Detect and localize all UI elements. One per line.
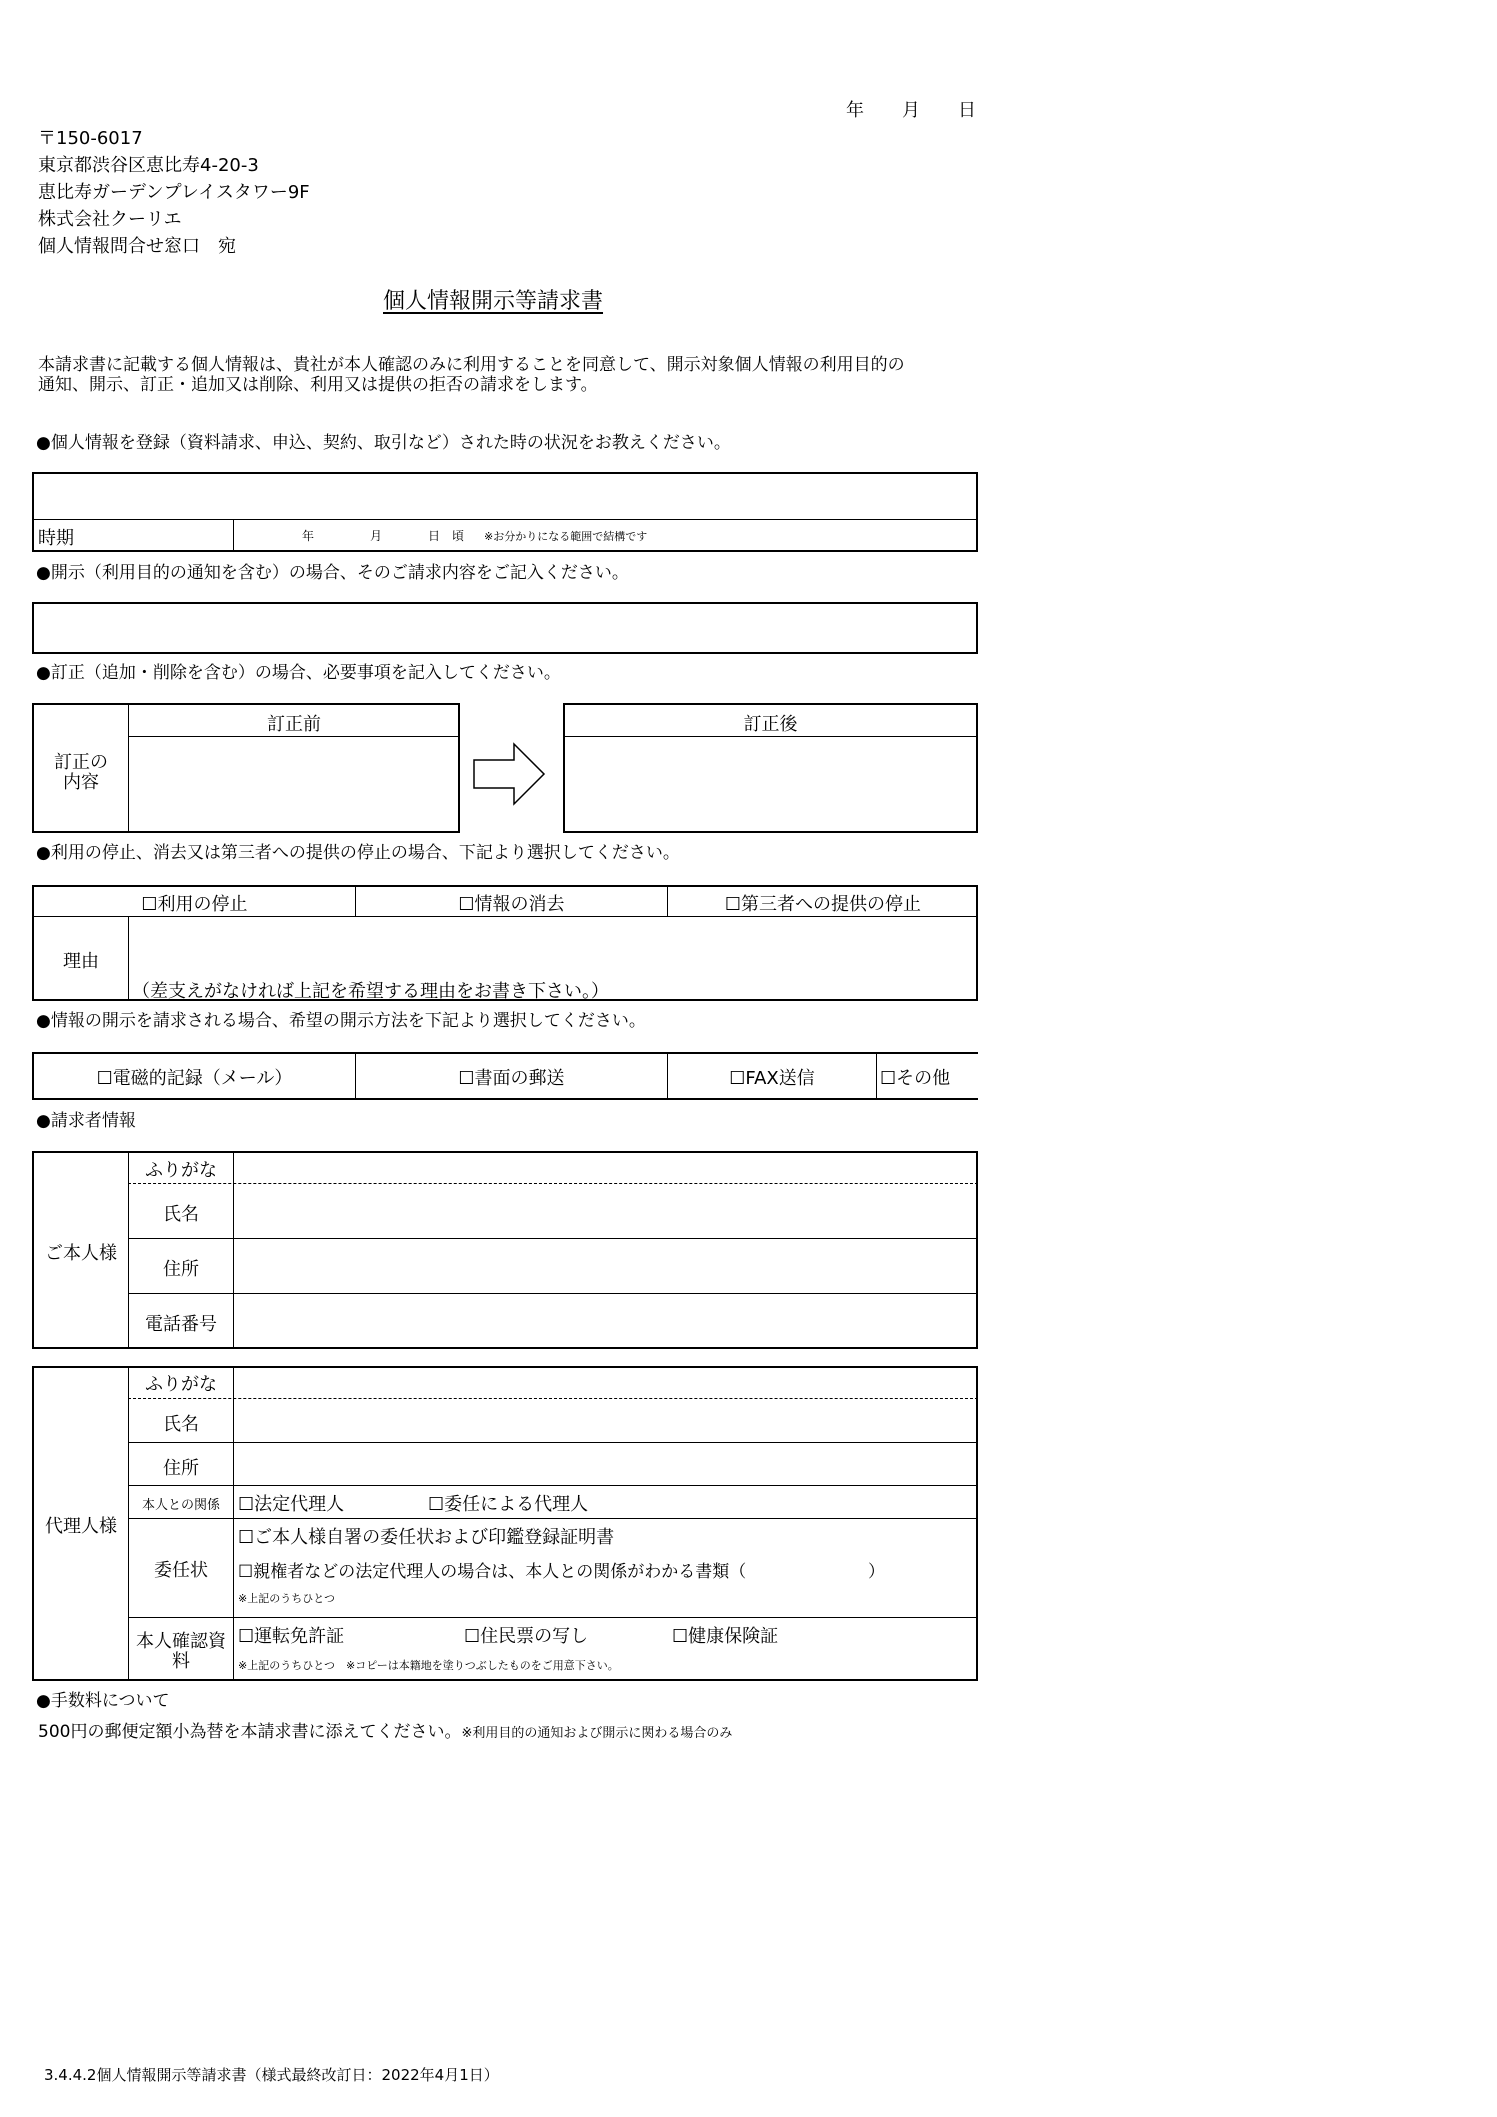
- intro-line-1: 本請求書に記載する個人情報は、貴社が本人確認のみに利用することを同意して、開示対象個人情報の利用目的の: [38, 355, 905, 375]
- stop-option-third-party[interactable]: ☐第三者への提供の停止: [724, 894, 922, 915]
- intro-line-2: 通知、開示、訂正・追加又は削除、利用又は提供の拒否の請求をします。: [38, 375, 598, 395]
- method-option-email[interactable]: ☐電磁的記録（メール）: [96, 1068, 293, 1089]
- period-year-label: 年: [302, 529, 315, 543]
- correction-heading: ●訂正（追加・削除を含む）の場合、必要事項を記入してください。: [36, 663, 561, 683]
- agent-name-field[interactable]: [236, 1401, 976, 1440]
- registration-situation-field[interactable]: [32, 472, 978, 520]
- principal-address-field[interactable]: [236, 1241, 976, 1291]
- agent-name-label: 氏名: [163, 1414, 199, 1435]
- period-month-label: 月: [370, 529, 383, 543]
- stop-option-delete[interactable]: ☐情報の消去: [458, 894, 565, 915]
- correction-before-label: 訂正前: [267, 714, 321, 735]
- method-option-fax[interactable]: ☐FAX送信: [729, 1068, 815, 1089]
- correction-row-label-2: 内容: [63, 772, 99, 793]
- requester-heading: ●請求者情報: [36, 1111, 136, 1131]
- proxy-option-guardian-close: ）: [868, 1562, 885, 1582]
- company-name: 株式会社クーリエ: [38, 209, 182, 230]
- principal-phone-label: 電話番号: [145, 1314, 217, 1335]
- id-option-insurance[interactable]: ☐健康保険証: [672, 1626, 779, 1647]
- stop-reason-note: （差支えがなければ上記を希望する理由をお書き下さい。）: [132, 981, 609, 1002]
- recipient-label: 個人情報問合せ窓口 宛: [38, 236, 236, 257]
- proxy-option-guardian[interactable]: ☐親権者などの法定代理人の場合は、本人との関係がわかる書類（: [238, 1562, 747, 1582]
- arrow-right-icon: [472, 742, 548, 806]
- disclosure-request-field[interactable]: [32, 602, 978, 654]
- postal-code: 〒150-6017: [38, 128, 143, 149]
- method-heading: ●情報の開示を請求される場合、希望の開示方法を下記より選択してください。: [36, 1011, 646, 1031]
- proxy-note: ※上記のうちひとつ: [238, 1592, 335, 1605]
- agent-address-label: 住所: [163, 1458, 199, 1479]
- stop-option-use[interactable]: ☐利用の停止: [141, 894, 248, 915]
- agent-furigana-field[interactable]: [236, 1368, 976, 1396]
- fee-text-main: 500円の郵便定額小為替を本請求書に添えてください。: [38, 1722, 462, 1742]
- principal-label: ご本人様: [45, 1243, 117, 1264]
- principal-phone-field[interactable]: [236, 1296, 976, 1346]
- form-footer: 3.4.4.2個人情報開示等請求書（様式最終改訂日：2022年4月1日）: [44, 2066, 499, 2084]
- date-day-label: 日: [958, 100, 976, 121]
- address-line-1: 東京都渋谷区恵比寿4-20-3: [38, 155, 259, 176]
- form-title: 個人情報開示等請求書: [383, 289, 604, 314]
- fee-note: ※利用目的の通知および開示に関わる場合のみ: [461, 1726, 733, 1741]
- correction-row-label-1: 訂正の: [54, 752, 108, 773]
- correction-after-label: 訂正後: [743, 714, 798, 735]
- fee-text: [38, 1717, 732, 1742]
- date-month-label: 月: [902, 100, 920, 121]
- stop-reason-label: 理由: [63, 951, 99, 972]
- id-option-license[interactable]: ☐運転免許証: [238, 1626, 345, 1647]
- id-note: ※上記のうちひとつ ※コピーは本籍地を塗りつぶしたものをご用意下さい。: [238, 1659, 619, 1672]
- disclosure-heading: ●開示（利用目的の通知を含む）の場合、そのご請求内容をご記入ください。: [36, 563, 629, 583]
- stop-heading: ●利用の停止、消去又は第三者への提供の停止の場合、下記より選択してください。: [36, 843, 680, 863]
- stop-reason-field[interactable]: [131, 919, 975, 976]
- principal-address-label: 住所: [163, 1259, 199, 1280]
- method-option-other[interactable]: ☐その他: [880, 1068, 951, 1089]
- period-input-field[interactable]: [236, 521, 976, 549]
- correction-before-field[interactable]: [131, 739, 457, 830]
- principal-name-label: 氏名: [163, 1204, 199, 1225]
- address-line-2: 恵比寿ガーデンプレイスタワー9F: [38, 182, 310, 203]
- fee-heading: ●手数料について: [36, 1691, 170, 1711]
- registration-heading: ●個人情報を登録（資料請求、申込、契約、取引など）された時の状況をお教えください。: [36, 433, 731, 453]
- id-doc-label-1: 本人確認資: [136, 1631, 226, 1652]
- correction-after-field[interactable]: [566, 739, 975, 830]
- period-day-label: 日 頃: [428, 529, 465, 543]
- id-option-residence[interactable]: ☐住民票の写し: [464, 1626, 589, 1647]
- period-note: ※お分かりになる範囲で結構です: [484, 530, 648, 543]
- principal-name-field[interactable]: [236, 1186, 976, 1236]
- relation-option-legal[interactable]: ☐法定代理人: [238, 1494, 345, 1515]
- proxy-label: 委任状: [154, 1560, 208, 1581]
- relation-option-delegated[interactable]: ☐委任による代理人: [428, 1494, 589, 1515]
- id-doc-label-2: 料: [172, 1651, 190, 1672]
- principal-furigana-field[interactable]: [236, 1153, 976, 1181]
- principal-furigana-label: ふりがな: [145, 1160, 217, 1181]
- agent-label: 代理人様: [45, 1516, 117, 1537]
- proxy-option-self-signed[interactable]: ☐ご本人様自署の委任状および印鑑登録証明書: [238, 1527, 615, 1548]
- relation-label: 本人との関係: [141, 1498, 220, 1513]
- period-label: 時期: [38, 528, 74, 549]
- method-option-mail[interactable]: ☐書面の郵送: [458, 1068, 565, 1089]
- agent-furigana-label: ふりがな: [145, 1374, 217, 1395]
- agent-address-field[interactable]: [236, 1445, 976, 1483]
- date-year-label: 年: [846, 100, 864, 121]
